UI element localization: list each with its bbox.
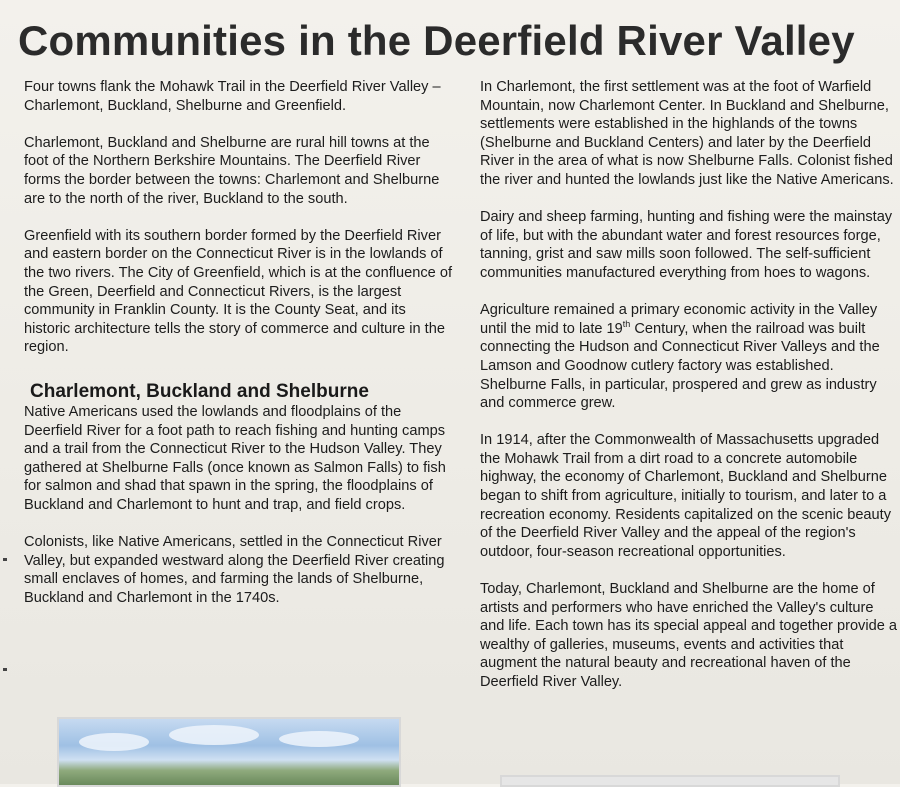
history-paragraph: In 1914, after the Commonwealth of Massachusetts upgraded the Mohawk Trail from a dirt road to a concrete automobile highway, the economy of Charlemont, Buckland and Shelburne began to shift from agriculture, initially to tourism, and later to a recreation economy. Residents capitalized on the scenic beauty of the Deerfield River Valley and the appeal of the region's outdoor, four-season recreational opportunities. [480,432,892,560]
intro-paragraph: Greenfield with its southern border formed by the Deerfield River and eastern border on the Connecticut River is in the lowlands of the two rivers. The City of Greenfield, which is at the confluence of the Green, Deerfield and Connecticut Rivers, is the largest community in Franklin County. It is the County Seat, and its historic architecture tells the story of commerce and culture in the region. [24,227,453,356]
edge-mark [3,668,7,671]
ordinal-suffix: th [622,318,631,329]
page-title: Communities in the Deerfield River Valley [18,17,855,64]
section-paragraph: Native Americans used the lowlands and floodplains of the Deerfield River for a foot path to reach fishing and hunting camps and a trail from the Connecticut River to the Hudson Valley. They gathered at Shelburne Falls (once known as Salmon Falls) to fish for salmon and shad that spawn in the spring, the floodplains of Buckland and Charlemont to hunt and trap, and field crops. [24,403,446,513]
cloud-shape [169,725,259,745]
section-paragraph: Colonists, like Native Americans, settled in the Connecticut River Valley, but expanded westward along the Deerfield River creating small enclaves of homes, and farming the lands of Shelburne, Buckland and Charlemont in the 1740s. [24,534,445,606]
history-paragraph: Today, Charlemont, Buckland and Shelburne are the home of artists and performers who have enriched the Valley's culture and life. Each town has its special appeal and together provide a wealthy of galleries, museums, events and activities that augment the natural beauty and recreational haven of the Deerfield River Valley. [480,581,898,690]
section-heading: Charlemont, Buckland and Shelburne [30,380,369,402]
history-paragraph: Dairy and sheep farming, hunting and fishing were the mainstay of life, but with the abundant water and forest resources forge, tanning, grist and saw mills soon followed. The self-sufficient communities manufactured everything from hoes to wagons. [480,209,893,281]
agriculture-paragraph [480,301,898,413]
photo-frame [500,775,840,787]
history-paragraph: In Charlemont, the first settlement was at the foot of Warfield Mountain, now Charlemont Center. In Buckland and Shelburne, settlements were established in the highlands of the towns (Shelburne and Buckland Centers) and later by the Deerfield River in the area of what is now Shelburne Falls. Colonist fished the river and hunted the lowlands just like the Native Americans. [480,79,894,188]
edge-mark [3,558,7,561]
left-column [24,78,456,626]
right-column [480,78,898,710]
landscape-photo [57,717,401,787]
intro-paragraph: Four towns flank the Mohawk Trail in the Deerfield River Valley – Charlemont, Buckland, Shelburne and Greenfield. [24,79,441,114]
cloud-shape [279,731,359,747]
intro-paragraph: Charlemont, Buckland and Shelburne are rural hill towns at the foot of the Northern Berkshire Mountains. The Deerfield River forms the border between the towns: Charlemont and Shelburne are to the north of the river, Buckland to the south. [24,134,440,207]
agriculture-text: Agriculture remained a primary economic activity in the Valley until the mid to late 19 [480,302,878,337]
cloud-shape [79,733,149,751]
agriculture-text-continued: Century, when the railroad was built connecting the Hudson and Connecticut River Valleys and the Lamson and Goodnow cutlery factory was established. Shelburne Falls, in particular, prospered and grew as industry and commerce grew. [480,320,880,412]
